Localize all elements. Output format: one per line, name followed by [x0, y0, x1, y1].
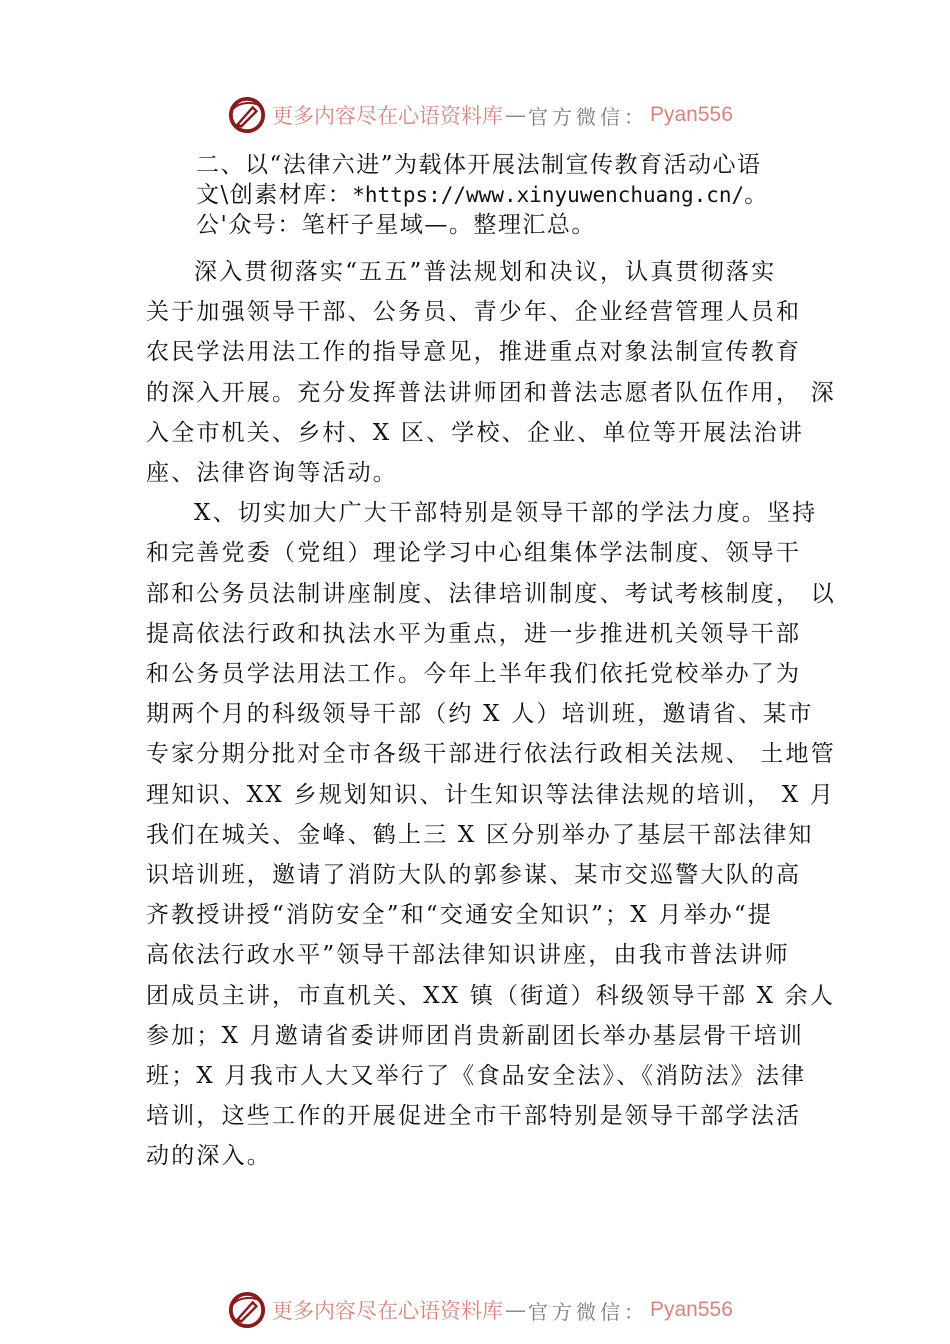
paragraph-line: 参加；X 月邀请省委讲师团肖贵新副团长举办基层骨干培训	[146, 1022, 805, 1049]
paragraph-2	[146, 493, 836, 1176]
quill-pen-logo-icon	[228, 1291, 266, 1329]
paragraph-line: 的深入开展。充分发挥普法讲师团和普法志愿者队伍作用， 深	[146, 379, 836, 406]
paragraph-line: 齐教授讲授“消防安全”和“交通安全知识”；X 月举办“提	[146, 902, 774, 929]
paragraph-line: 和完善党委（党组）理论学习中心组集体学法制度、领导干	[146, 540, 802, 567]
quill-pen-logo-icon	[228, 96, 266, 134]
title-line-2	[196, 180, 820, 210]
footer-banner	[228, 1290, 733, 1330]
paragraph-line: 深入贯彻落实“五五”普法规划和决议，认真贯彻落实	[194, 259, 777, 285]
paragraph-line: 关于加强领导干部、公务员、青少年、企业经营管理人员和	[146, 299, 802, 326]
paragraph-line: 团成员主讲，市直机关、XX 镇（街道）科级领导干部 X 余人	[146, 982, 836, 1009]
paragraph-line: 提高依法行政和执法水平为重点，进一步推进机关领导干部	[146, 620, 802, 647]
promo-text: 更多内容尽在心语资料库	[272, 104, 503, 128]
paragraph-line: 和公务员学法用法工作。今年上半年我们依托党校举办了为	[146, 661, 802, 688]
wechat-label: 官方微信：	[528, 1299, 648, 1324]
title-line-2-suffix: 。	[744, 182, 769, 208]
paragraph-line: X、切实加大广大干部特别是领导干部的学法力度。坚持	[194, 500, 818, 527]
paragraph-line: 入全市机关、乡村、X 区、学校、企业、单位等开展法治讲	[146, 419, 805, 446]
separator-dash: —	[505, 1298, 526, 1322]
paragraph-line: 座、法律咨询等活动。	[146, 460, 398, 487]
title-line-2-prefix: 文\创素材库：	[196, 182, 353, 208]
header-banner	[228, 95, 733, 135]
document-body	[146, 150, 836, 1177]
wechat-label: 官方微信：	[528, 104, 648, 129]
paragraph-line: 高依法行政水平”领导干部法律知识讲座，由我市普法讲师	[146, 942, 790, 969]
section-title	[146, 150, 820, 240]
separator-dash: —	[505, 103, 526, 127]
paragraph-line: 期两个月的科级领导干部（约 X 人）培训班，邀请省、某市	[146, 701, 814, 728]
paragraph-line: 农民学法用法工作的指导意见，推进重点对象法制宣传教育	[146, 339, 802, 366]
paragraph-line: 动的深入。	[146, 1143, 272, 1170]
title-line-3: 公'众号：笔杆子星域—。整理汇总。	[196, 212, 596, 238]
paragraph-1	[146, 252, 836, 493]
paragraph-line: 培训，这些工作的开展促进全市干部特别是领导干部学法活	[146, 1103, 802, 1130]
paragraph-line: 班；X 月我市人大又举行了《食品安全法》、《消防法》法律	[146, 1063, 807, 1090]
paragraph-line: 我们在城关、金峰、鹤上三 X 区分别举办了基层干部法律知	[146, 821, 814, 848]
paragraph-line: 识培训班，邀请了消防大队的郭参谋、某市交巡警大队的高	[146, 862, 802, 889]
wechat-id: Pyan556	[650, 1298, 733, 1321]
paragraph-line: 理知识、XX 乡规划知识、计生知识等法律法规的培训， X 月	[146, 781, 836, 808]
wechat-id: Pyan556	[650, 103, 733, 126]
paragraph-line: 专家分期分批对全市各级干部进行依法行政相关法规、 土地管	[146, 741, 836, 768]
promo-text: 更多内容尽在心语资料库	[272, 1299, 503, 1323]
paragraph-line: 部和公务员法制讲座制度、法律培训制度、考试考核制度， 以	[146, 580, 836, 607]
source-url-link[interactable]: *https://www.xinyuwenchuang.cn/	[352, 183, 745, 207]
title-line-1: 二、以“法律六进”为载体开展法制宣传教育活动心语	[196, 152, 762, 178]
